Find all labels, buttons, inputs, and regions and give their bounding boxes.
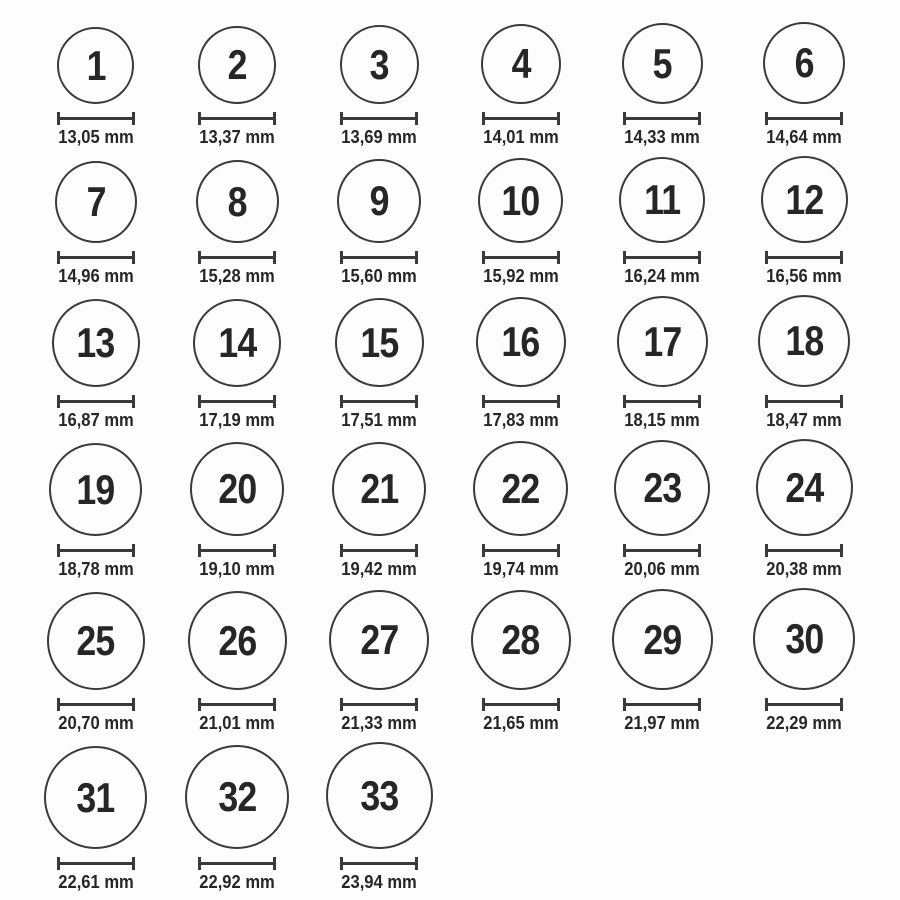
diameter-ruler-icon xyxy=(340,544,418,557)
ring-size-number: 6 xyxy=(794,39,814,86)
diameter-label: 15,28 mm xyxy=(199,266,276,286)
ring-size-item xyxy=(25,592,167,732)
ring-size-circle xyxy=(756,439,853,536)
diameter-ruler-icon xyxy=(765,112,843,125)
ring-size-row xyxy=(25,742,875,891)
ring-size-item xyxy=(25,746,167,891)
ring-size-item xyxy=(733,588,875,732)
ring-size-item xyxy=(167,442,309,578)
diameter-label: 13,37 mm xyxy=(199,127,276,147)
ring-size-circle xyxy=(47,592,145,690)
diameter-label: 19,10 mm xyxy=(199,559,276,579)
diameter-ruler-icon xyxy=(482,251,560,264)
ring-size-number: 13 xyxy=(76,319,115,366)
diameter-label: 21,33 mm xyxy=(341,713,417,733)
diameter-ruler-icon xyxy=(57,251,135,264)
ring-size-item xyxy=(25,27,167,146)
ring-size-circle xyxy=(188,591,287,690)
ring-size-item xyxy=(450,158,592,285)
ring-size-circle xyxy=(619,157,705,243)
ring-size-number: 5 xyxy=(652,39,672,87)
ring-size-circle xyxy=(44,746,147,849)
diameter-label: 22,29 mm xyxy=(766,713,842,733)
diameter-label: 19,74 mm xyxy=(483,559,559,579)
ring-size-circle xyxy=(753,588,855,690)
ring-size-circle xyxy=(481,24,561,104)
ring-size-circle xyxy=(198,26,276,104)
ring-size-item xyxy=(733,22,875,146)
diameter-ruler-icon xyxy=(765,395,843,408)
ring-size-row xyxy=(25,439,875,578)
ring-size-item xyxy=(25,161,167,285)
diameter-ruler-icon xyxy=(623,251,701,264)
ring-size-number: 3 xyxy=(369,40,389,88)
ring-size-number: 19 xyxy=(76,465,115,513)
diameter-label: 17,51 mm xyxy=(341,410,417,430)
diameter-label: 18,78 mm xyxy=(58,559,134,579)
diameter-ruler-icon xyxy=(340,112,418,125)
ring-size-number: 22 xyxy=(501,464,540,512)
ring-size-row xyxy=(25,588,875,732)
ring-size-number: 2 xyxy=(227,41,247,88)
diameter-label: 21,65 mm xyxy=(483,713,559,733)
ring-size-circle xyxy=(473,441,568,536)
ring-size-number: 14 xyxy=(218,319,257,366)
ring-size-circle xyxy=(617,296,708,387)
ring-size-circle xyxy=(340,25,419,104)
diameter-ruler-icon xyxy=(765,251,843,264)
ring-size-circle xyxy=(326,742,433,849)
ring-size-item xyxy=(308,298,450,429)
ring-size-circle xyxy=(57,27,134,104)
ring-size-circle xyxy=(55,161,137,243)
ring-size-circle xyxy=(329,590,429,690)
ring-size-number: 27 xyxy=(360,616,399,663)
ring-size-number: 10 xyxy=(501,176,540,224)
ring-size-number: 9 xyxy=(369,177,389,224)
ring-size-circle xyxy=(758,295,850,387)
diameter-ruler-icon xyxy=(198,251,276,264)
diameter-ruler-icon xyxy=(623,395,701,408)
ring-size-circle xyxy=(193,299,281,387)
ring-size-circle xyxy=(612,589,713,690)
ring-size-number: 24 xyxy=(785,463,824,511)
diameter-ruler-icon xyxy=(198,857,276,870)
diameter-ruler-icon xyxy=(482,112,560,125)
ring-size-item xyxy=(592,23,734,146)
ring-size-item xyxy=(308,742,450,891)
ring-size-item xyxy=(592,440,734,578)
diameter-label: 14,01 mm xyxy=(483,127,559,147)
ring-size-item xyxy=(167,26,309,146)
diameter-label: 14,64 mm xyxy=(766,127,842,147)
diameter-label: 20,06 mm xyxy=(624,559,701,579)
ring-size-number: 25 xyxy=(76,617,115,664)
ring-size-number: 32 xyxy=(218,773,257,820)
diameter-label: 20,38 mm xyxy=(766,559,842,579)
ring-size-item xyxy=(167,299,309,429)
diameter-label: 18,47 mm xyxy=(766,410,842,430)
diameter-label: 21,01 mm xyxy=(199,713,276,733)
diameter-label: 13,05 mm xyxy=(58,127,134,147)
ring-size-item xyxy=(450,297,592,429)
ring-size-number: 23 xyxy=(643,464,682,511)
diameter-label: 16,87 mm xyxy=(58,410,134,430)
diameter-ruler-icon xyxy=(198,112,276,125)
ring-size-number: 21 xyxy=(360,465,399,512)
ring-size-number: 16 xyxy=(501,318,540,365)
ring-size-circle xyxy=(622,23,703,104)
ring-size-item xyxy=(308,442,450,578)
ring-size-number: 4 xyxy=(511,40,531,87)
diameter-ruler-icon xyxy=(198,698,276,711)
ring-size-number: 30 xyxy=(785,615,824,662)
ring-size-item xyxy=(450,24,592,146)
ring-size-item xyxy=(25,299,167,429)
ring-size-number: 1 xyxy=(86,41,106,89)
ring-size-item xyxy=(592,157,734,285)
diameter-ruler-icon xyxy=(623,112,701,125)
ring-size-circle xyxy=(478,158,563,243)
ring-size-item xyxy=(167,591,309,732)
ring-size-number: 11 xyxy=(644,176,681,223)
ring-size-circle xyxy=(337,159,421,243)
ring-size-number: 33 xyxy=(360,771,399,819)
diameter-ruler-icon xyxy=(482,544,560,557)
ring-size-circle xyxy=(476,297,566,387)
diameter-label: 15,92 mm xyxy=(483,266,559,286)
diameter-label: 14,33 mm xyxy=(624,127,701,147)
ring-size-number: 12 xyxy=(785,175,824,223)
ring-size-number: 18 xyxy=(785,317,824,364)
ring-size-circle xyxy=(185,745,289,849)
ring-size-number: 20 xyxy=(218,465,257,512)
ring-size-item xyxy=(308,25,450,146)
diameter-ruler-icon xyxy=(765,544,843,557)
ring-size-rows xyxy=(25,22,875,891)
ring-size-number: 29 xyxy=(643,615,682,663)
diameter-label: 17,19 mm xyxy=(199,410,276,430)
ring-size-circle xyxy=(196,160,279,243)
diameter-label: 19,42 mm xyxy=(341,559,417,579)
diameter-label: 15,60 mm xyxy=(341,266,417,286)
ring-size-item xyxy=(733,295,875,429)
diameter-label: 21,97 mm xyxy=(624,713,701,733)
diameter-ruler-icon xyxy=(57,544,135,557)
ring-size-item xyxy=(25,443,167,578)
ring-size-number: 8 xyxy=(227,177,247,225)
ring-size-circle xyxy=(763,22,845,104)
ring-size-item xyxy=(733,156,875,285)
ring-size-number: 28 xyxy=(501,616,540,663)
diameter-ruler-icon xyxy=(623,698,701,711)
diameter-ruler-icon xyxy=(57,857,135,870)
ring-size-item xyxy=(592,589,734,732)
ring-size-row xyxy=(25,22,875,146)
diameter-label: 22,61 mm xyxy=(58,872,134,892)
ring-size-item xyxy=(592,296,734,429)
diameter-label: 22,92 mm xyxy=(199,872,276,892)
diameter-ruler-icon xyxy=(57,112,135,125)
ring-size-item xyxy=(308,590,450,732)
ring-size-item xyxy=(733,439,875,578)
ring-size-row xyxy=(25,295,875,429)
ring-size-row xyxy=(25,156,875,285)
diameter-label: 16,24 mm xyxy=(624,266,701,286)
ring-size-number: 15 xyxy=(360,318,399,366)
ring-size-circle xyxy=(614,440,710,536)
ring-size-circle xyxy=(335,298,424,387)
diameter-label: 20,70 mm xyxy=(58,713,134,733)
diameter-label: 23,94 mm xyxy=(341,872,417,892)
ring-size-circle xyxy=(190,442,284,536)
ring-size-item xyxy=(167,160,309,285)
ring-size-circle xyxy=(471,590,571,690)
diameter-ruler-icon xyxy=(340,698,418,711)
diameter-ruler-icon xyxy=(482,698,560,711)
ring-size-circle xyxy=(761,156,848,243)
diameter-ruler-icon xyxy=(340,395,418,408)
diameter-ruler-icon xyxy=(198,395,276,408)
diameter-ruler-icon xyxy=(198,544,276,557)
diameter-ruler-icon xyxy=(340,857,418,870)
diameter-label: 16,56 mm xyxy=(766,266,842,286)
ring-size-item xyxy=(308,159,450,285)
diameter-ruler-icon xyxy=(482,395,560,408)
diameter-label: 18,15 mm xyxy=(624,410,701,430)
diameter-ruler-icon xyxy=(57,698,135,711)
diameter-ruler-icon xyxy=(340,251,418,264)
diameter-ruler-icon xyxy=(765,698,843,711)
ring-size-number: 26 xyxy=(218,616,257,664)
ring-size-item xyxy=(167,745,309,891)
ring-size-circle xyxy=(49,443,142,536)
diameter-label: 14,96 mm xyxy=(58,266,134,286)
ring-size-circle xyxy=(52,299,140,387)
ring-size-number: 17 xyxy=(643,317,682,365)
diameter-label: 17,83 mm xyxy=(483,410,559,430)
diameter-label: 13,69 mm xyxy=(341,127,417,147)
diameter-ruler-icon xyxy=(57,395,135,408)
ring-size-item xyxy=(450,441,592,578)
ring-size-circle xyxy=(332,442,426,536)
diameter-ruler-icon xyxy=(623,544,701,557)
ring-size-number: 31 xyxy=(76,773,115,821)
ring-size-item xyxy=(450,590,592,732)
ring-size-number: 7 xyxy=(86,178,106,225)
